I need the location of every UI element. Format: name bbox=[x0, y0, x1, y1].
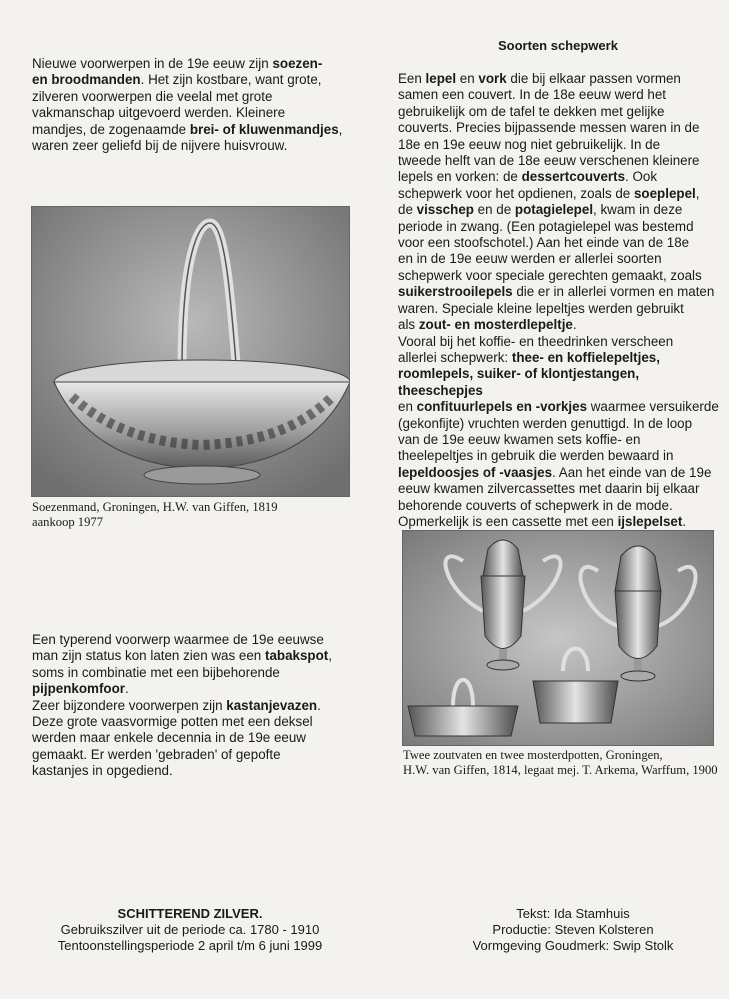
credits-footer bbox=[428, 906, 718, 954]
silver-pots-image bbox=[403, 531, 713, 745]
schepwerk-paragraph: Een lepel en vork die bij elkaar passen vormen samen een couvert. In de 18e eeuw werd het gebruikelijk om de tafel te dekken met gelijke couverts. Precies bijpassende messen waren in de 18e en 19e eeuw nog niet gebruikelijk. In de tweede helft van de 18e eeuw verschenen kleinere lepels en vorken: de dessertcouverts. Ook schepwerk voor het opdienen, zoals de soeplepel, de visschep en de potagielepel, kwam in deze periode in zwang. (Een potagielepel was bestemd voor een stoofschotel.) Aan het einde van de 18e en in de 19e eeuw werden er allerlei soorten schepwerk voor speciale gerechten gemaakt, zoals suikerstrooilepels die er in allerlei vormen en maten waren. Speciale kleine lepeltjes werden gebruikt als zout- en mosterdlepeltje. Vooral bij het koffie- en theedrinken verscheen allerlei schepwerk: thee- en koffielepeltjes, roomlepels, suiker- of klontjestangen, theeschepjes en confituurlepels en -vorkjes waarmee versuikerde (gekonfijte) vruchten werden genuttigd. In de loop van de 19e eeuw kwamen sets koffie- en theelepeltjes in gebruik die werden bewaard in lepeldoosjes of -vaasjes. Aan het einde van de 19e eeuw kwamen zilvercassettes met daarin bij elkaar behorende couverts of schepwerk in de mode. Opmerkelijk is een cassette met een ijslepelset. bbox=[398, 71, 719, 529]
exhibition-footer bbox=[30, 906, 350, 954]
section-heading: Soorten schepwerk bbox=[498, 38, 618, 53]
intro-paragraph: Nieuwe voorwerpen in de 19e eeuw zijn soezen- en broodmanden. Het zijn kostbare, want grote, zilveren voorwerpen die veelal met grote vakmanschap uitgevoerd werden. Kleinere mandjes, de zogenaamde brei- of kluwenmandjes, waren zeer geliefd bij de nijvere huisvrouw. bbox=[32, 56, 343, 154]
exhibition-subtitle: Gebruikszilver uit de periode ca. 1780 - 1910 bbox=[60, 922, 320, 937]
basket-caption: Soezenmand, Groningen, H.W. van Giffen, 1819 aankoop 1977 bbox=[32, 500, 278, 529]
credit-design: Vormgeving Goudmerk: Swip Stolk bbox=[472, 938, 674, 953]
exhibition-title: SCHITTEREND ZILVER. bbox=[117, 906, 263, 921]
credit-text: Tekst: Ida Stamhuis bbox=[516, 906, 630, 921]
basket-photo bbox=[31, 206, 350, 497]
pots-caption: Twee zoutvaten en twee mosterdpotten, Groningen, H.W. van Giffen, 1814, legaat mej. T. Arkema, Warffum, 1900 bbox=[403, 748, 718, 777]
exhibition-period: Tentoonstellingsperiode 2 april t/m 6 juni 1999 bbox=[57, 938, 323, 953]
credit-production: Productie: Steven Kolsteren bbox=[492, 922, 654, 937]
tabakspot-paragraph: Een typerend voorwerp waarmee de 19e eeuwse man zijn status kon laten zien was een tabakspot, soms in combinatie met een bijbehorende pijpenkomfoor. Zeer bijzondere voorwerpen zijn kastanjevazen. Deze grote vaasvormige potten met een deksel werden maar enkele decennia in de 19e eeuw gemaakt. Er werden 'gebraden' of gepofte kastanjes in opgediend. bbox=[32, 632, 332, 779]
pots-photo bbox=[402, 530, 714, 746]
silver-basket-image bbox=[32, 207, 349, 496]
